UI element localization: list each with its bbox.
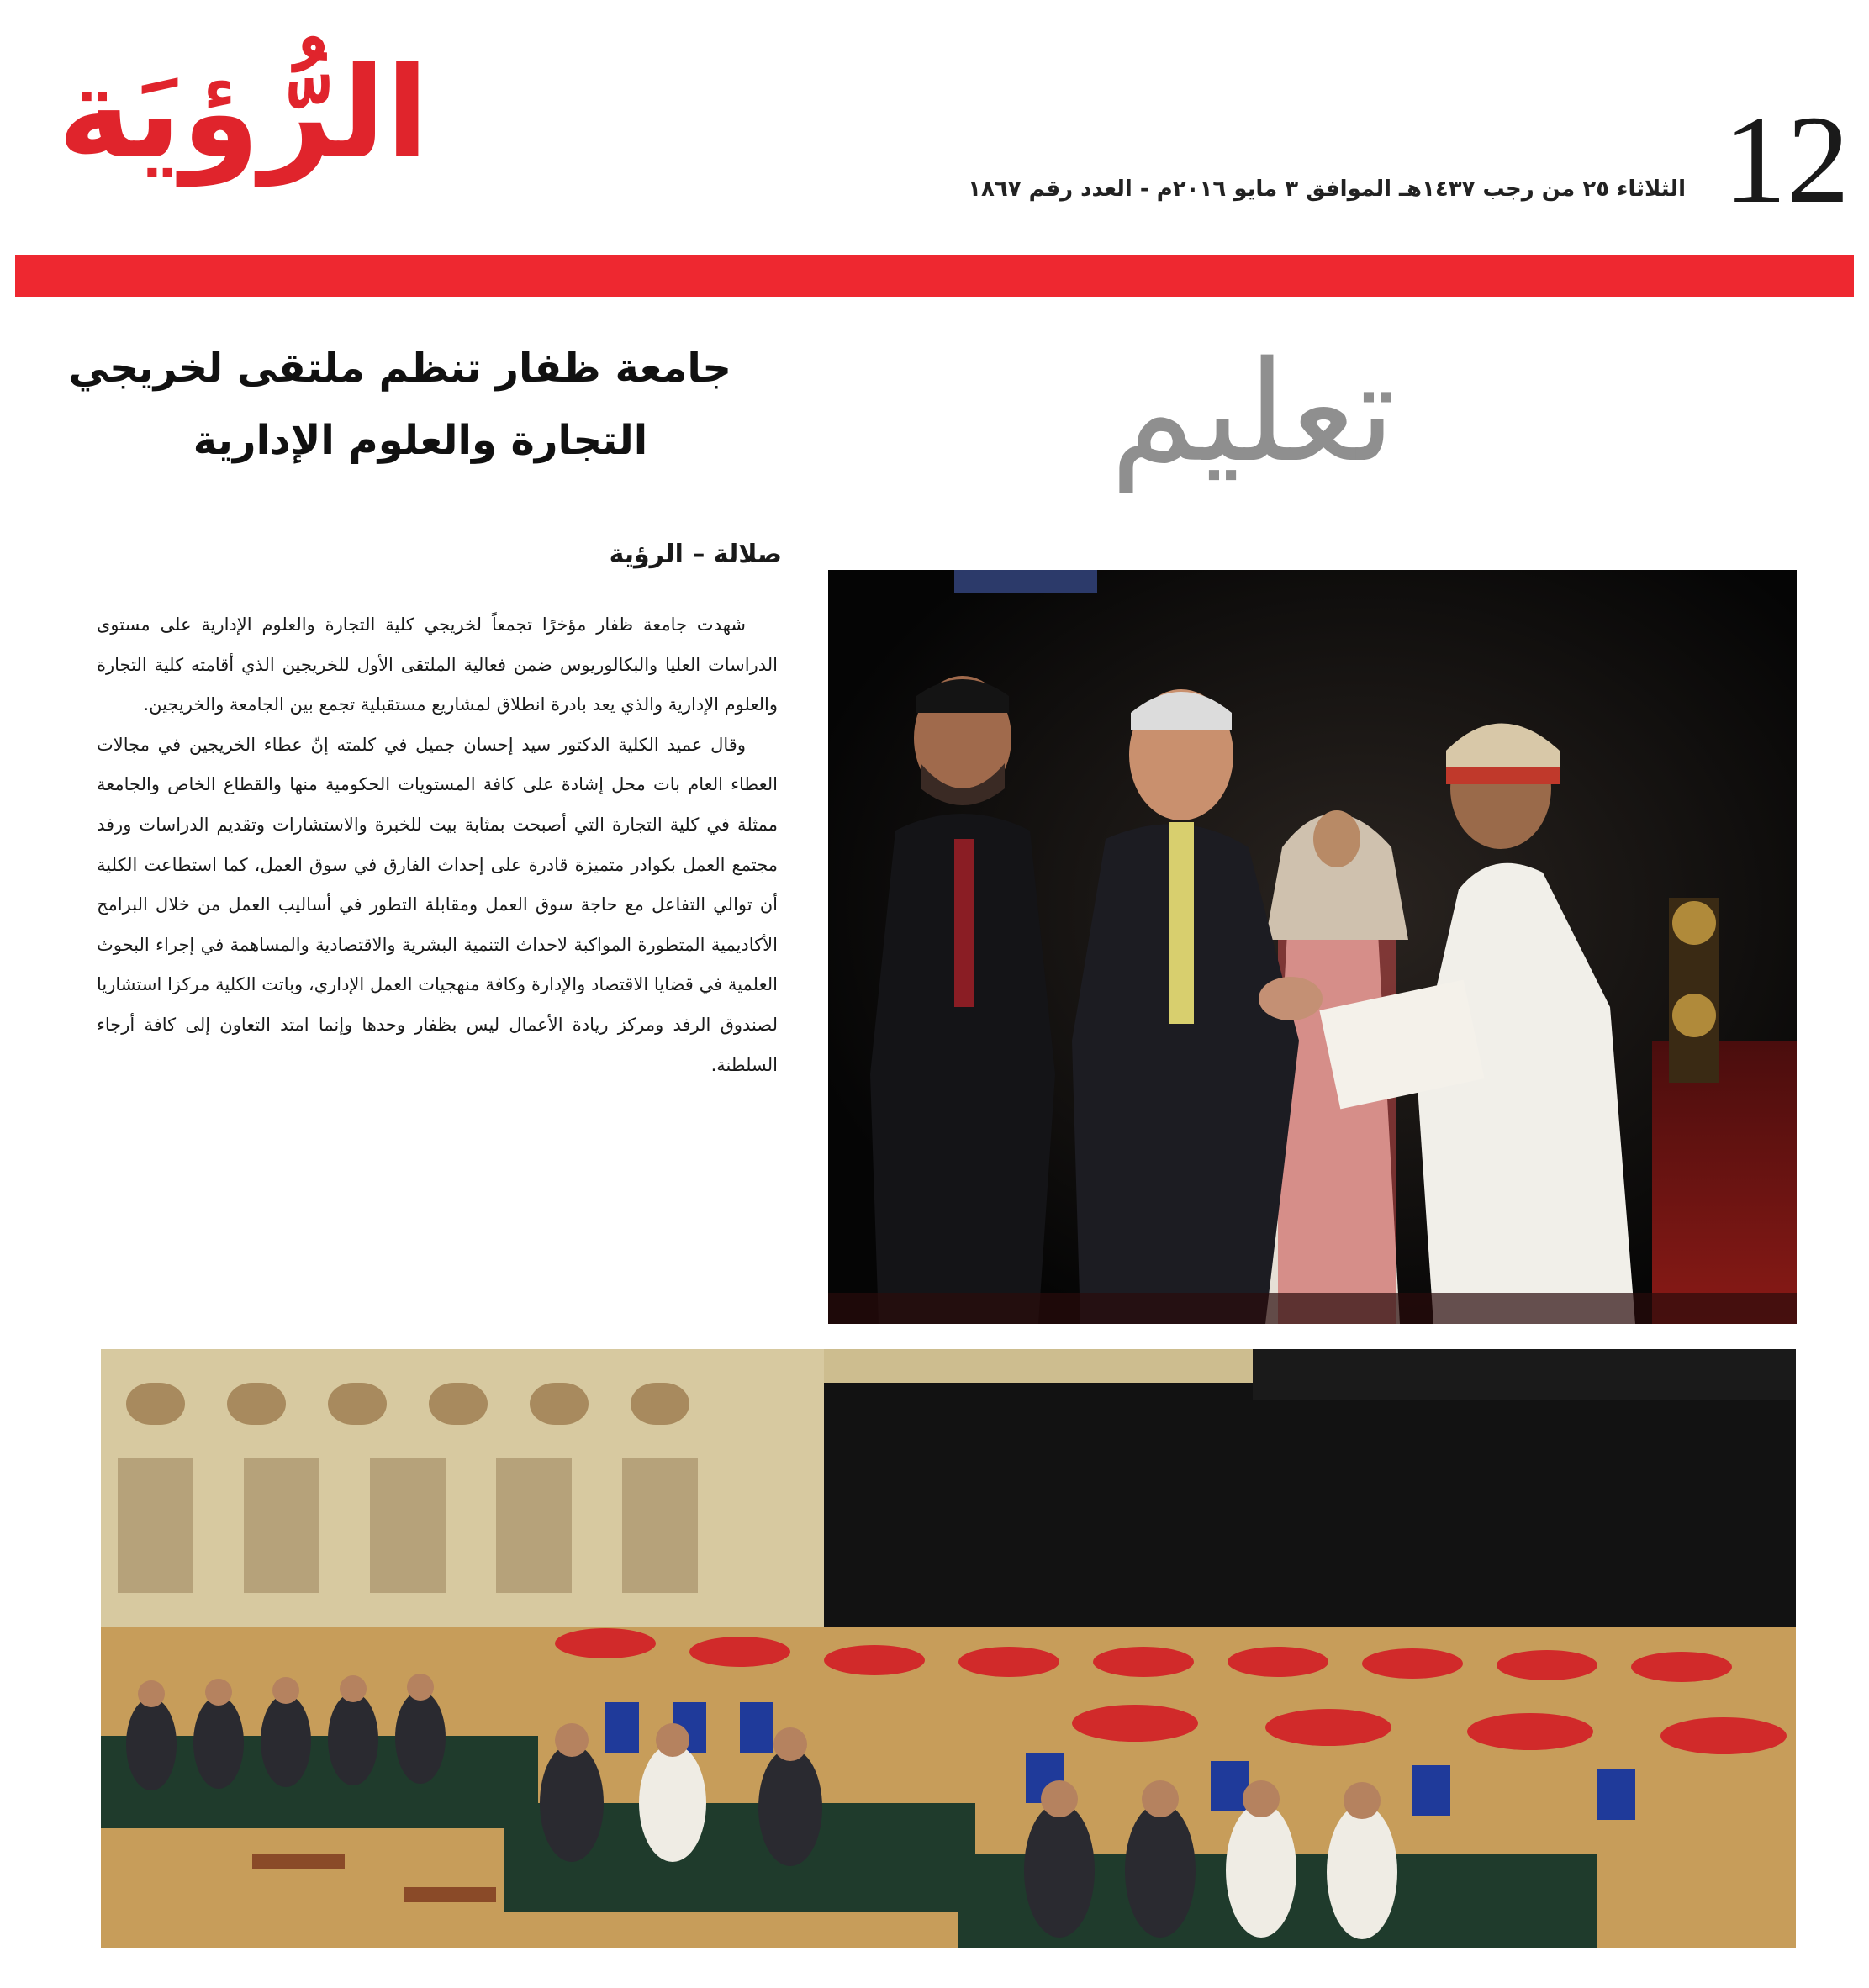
article-body	[97, 605, 778, 1328]
newspaper-logo: الرُّؤيَة	[57, 40, 429, 187]
issue-dateline: الثلاثاء ٢٥ من رجب ١٤٣٧هـ الموافق ٣ مايو ٢٠١٦م - العدد رقم ١٨٦٧	[968, 177, 1686, 202]
article-paragraph: شهدت جامعة ظفار مؤخرًا تجمعاً لخريجي كلية التجارة والعلوم الإدارية على مستوى الدراسات العليا والبكالوريوس ضمن فعالية الملتقى الأول للخريجين الذي أقامته كلية التجارة والعلوم الإدارية والذي يعد بادرة انطلاق لمشاريع مستقبلية تجمع بين الجامعة والخريجين.	[97, 614, 778, 715]
page-number: 12	[1724, 90, 1850, 229]
audience-photo	[101, 1349, 1796, 1948]
ceremony-photo	[828, 570, 1797, 1324]
header-rule	[15, 255, 1854, 297]
article-byline: صلالة – الرؤية	[609, 540, 782, 569]
headline-line-2: التجارة والعلوم الإدارية	[193, 417, 648, 464]
article-paragraph: وقال عميد الكلية الدكتور سيد إحسان جميل في كلمته إنّ عطاء الخريجين في مجالات العطاء العام بات محل إشادة على كافة المستويات الحكومية منها والقطاع الخاص والجامعة ممثلة في كلية التجارة التي أصبحت بمثابة بيت للخبرة والاستشارات وتقديم الدراسات ورفد مجتمع العمل بكوادر متميزة قادرة على إحداث الفارق في سوق العمل، كما استطاعت الكلية أن توالي التفاعل مع حاجة سوق العمل ومقابلة التطور في أساليب العمل من خلال البرامج الأكاديمية المتطورة المواكبة لاحداث التنمية البشرية والاقتصادية والمساهمة في إجراء البحوث العلمية في قضايا الاقتصاد والإدارة وكافة منهجيات العمل الإداري، وباتت الكلية مركزا استشاريا لصندوق الرفد ومركز ريادة الأعمال ليس بظفار وحدها وإنما امتد التعاون إلى كافة أرجاء السلطنة.	[97, 734, 778, 1075]
ceremony-photo-illustration	[828, 570, 1797, 1324]
headline-line-1: جامعة ظفار تنظم ملتقى لخريجي	[68, 345, 731, 392]
article-headline	[68, 332, 731, 483]
section-label: تعليم	[1110, 331, 1396, 493]
audience-photo-illustration	[101, 1349, 1796, 1948]
